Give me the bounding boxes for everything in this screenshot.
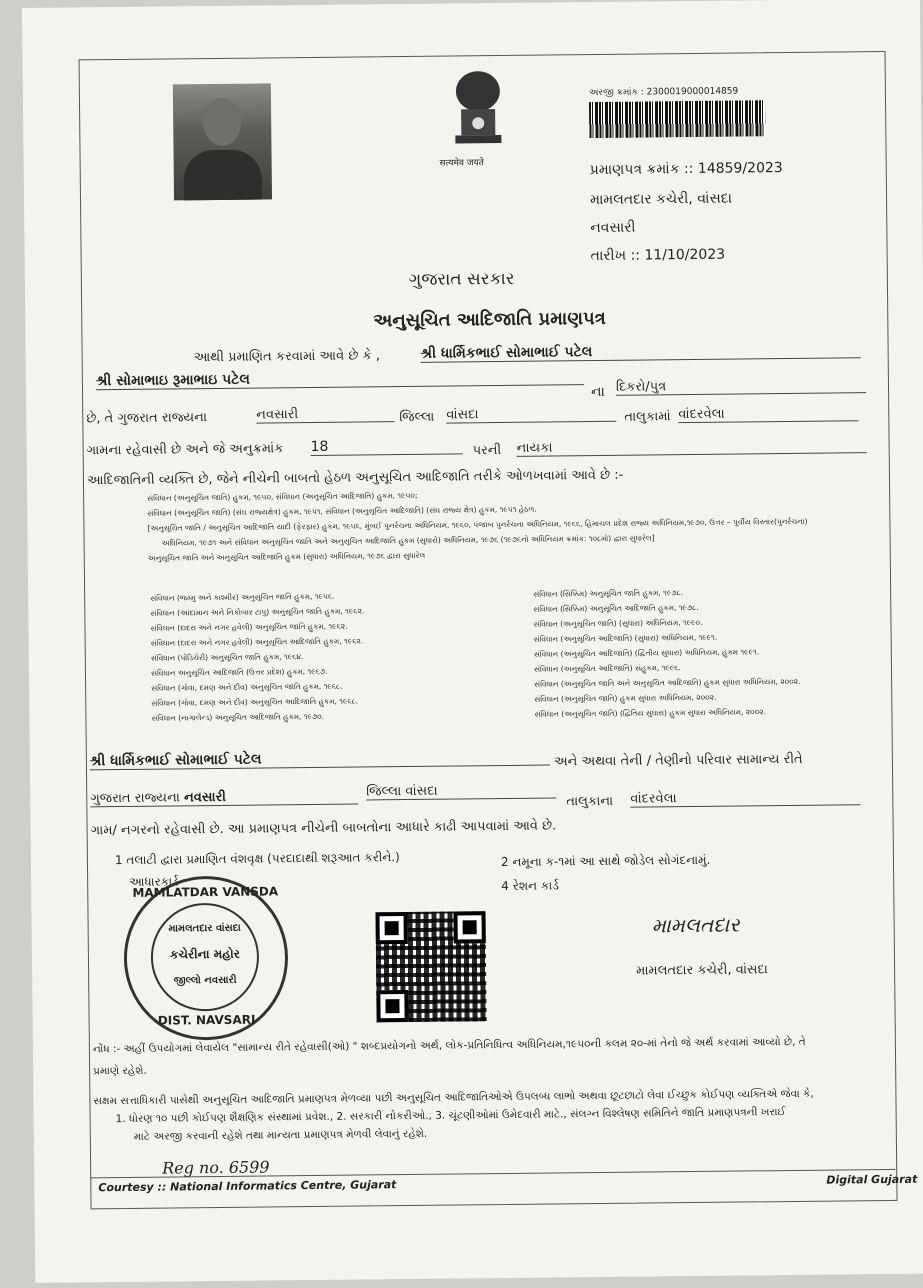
legal-line: સંવિધાન (ગોવા, દમણ અને દીવ) અનુસૂચિત જાતિ હુકમ, ૧૯૬૮. [151,681,343,693]
legal-line: સંવિધાન (દાદરા અને નગર હવેલી) અનુસૂચિત જાતિ હુકમ, ૧૯૬૨. [150,621,348,633]
certificate-paper [22,0,923,1283]
legal-line: સંવિધાન (અનુસૂચિત જાતિ) (સંઘ રાજ્યક્ષેત્ર) હુકમ, ૧૯૫૧, સંવિધાન (અનુસૂચિત આદિજાતિ) (સંઘ રાજ્ય ક્ષેત્ર) હુકમ, ૧૯૫૧ હેઠળ. [147,504,537,518]
issuing-district: નવસારી [590,219,636,237]
applicant-photo [173,83,272,200]
issuing-office: મામલતદાર કચેરી, વાંસદા [589,190,733,209]
second-village: વાંદરવેલા [630,789,860,807]
government-title: ગુજરાત સરકાર [408,268,515,290]
legal-orders-top [147,483,868,566]
seal-top-text: MAMLATDAR VANSDA [132,884,279,900]
issue-date: તારીખ :: 11/10/2023 [590,246,726,265]
legal-line: સંવિધાન (પોંડિચેરી) અનુસૂચિત જાતિ હુકમ, ૧૯૬૪. [150,652,304,663]
holder-name-repeat: શ્રી ધાર્મિકભાઈ સોમાભાઈ પટેલ [90,749,550,771]
family-statement: અને અથવા તેની / તેણીનો પરિવાર સામાન્ય રીતે [553,751,803,770]
resident-label: ગામના રહેવાસી છે અને જે અનુક્રમાંક [86,441,284,459]
legal-line: અધિનિયમ, ૧૯૭૧ અને સંવિધાન અનુસૂચિત જાતિ અને અનુસૂચિત આદિજાતિ હુકમ (સુધારો) અધિનિયમ, ૧૯૭૬ (૧૯૭૬નો અધિનિયમ ક્રમાંક: ૧૦૮મો) દ્વારા સુધારેલ] [161,533,655,548]
national-emblem-icon [441,65,516,156]
intro-text: આથી પ્રમાણિત કરવામાં આવે છે કે , [193,348,381,366]
qr-code [375,911,486,1022]
taluka-value: વાંસદા [446,406,616,424]
basis-item-1: 1 તલાટી દ્વારા પ્રમાણિત વંશવૃક્ષ (પરદાદાથી શરૂઆત કરીને.) [114,850,400,868]
father-name: શ્રી સોમાભાઇ રૂમાભાઇ પટેલ [96,368,584,390]
legal-line: સંવિધાન (અનુસૂચિત જાતિ અને અનુસૂચિત આદિજાતિ) હુકમ સુધારા અધિનિયમ, ૨૦૦૨. [534,676,801,689]
second-taluka-label: તાલુકાના [566,793,614,810]
legal-line: સંવિધાન અનુસૂચિત આદિજાતિ (ઉત્તર પ્રદેશ) હુકમ, ૧૯૬૭. [150,666,328,678]
district-value: નવસારી [256,406,394,423]
seal-district-guj: જીલ્લો નવસારી [173,974,237,987]
legal-line: સંવિધાન (અનુસૂચિત જાતિ) હુકમ સુધારા અધિનિયમ, ૨૦૦૨. [534,692,717,704]
legal-line: સંવિધાન (સિક્કિમ) અનુસૂચિત આદિજાતિ હુકમ, ૧૯૭૮. [533,602,699,614]
legal-line: સંવિધાન (અનુસૂચિત જાતિ) (સુધારા) અધિનિયમ, ૧૯૯૦. [533,617,703,629]
seal-mid-text: મામલતદાર વાંસદા [168,922,241,935]
village-statement: ગામ/ નગરનો રહેવાસી છે. આ પ્રમાણપત્ર નીચેની બાબતોના આધારે કાઢી આપવામાં આવે છે. [90,818,557,839]
legal-line: સંવિધાન (અનુસૂચિત આદિજાતિ) સંહુકમ, ૧૯૯૬. [533,663,681,674]
state-label: છે, તે ગુજરાત રાજ્યના [86,410,208,427]
note-2: સક્ષમ સત્તાધિકારી પાસેથી અનુસૂચિત આદિજાતિ પ્રમાણપત્ર મેળવ્યા પછી અનુસૂચિત આદિજાતિઓએ ઉપલબ્ધ લાભો અથવા છૂટછાટો લેવા ઈચ્છુક કોઈપણ વ્યક્તિએ જેવા કે, [93,1087,814,1108]
seal-bottom-text: DIST. NAVSARI [157,1012,256,1028]
relation: દિકરો/પુત્ર [616,377,866,396]
official-seal [123,875,289,1041]
note-3: 1. ધોરણ ૧૦ પછી કોઈપણ શૈક્ષણિક સંસ્થામાં પ્રવેશ., 2. સરકારી નોકરીઓ., 3. ચૂંટણીઓમાં ઉમેદવારી માટે., સંલગ્ન વિશ્લેષણ સમિતિને જાતિ પ્રમાણપત્રની ખરાઈ [115,1106,786,1126]
second-jilla: જિલ્લા વાંસદા [366,782,556,800]
legal-line: સંવિધાન (અનુસૂચિત જાતિ) (દ્વિતિય સુધારા) હુકમ સુધારા અધિનિયમ, ૨૦૦૨. [534,707,767,719]
second-state [90,789,358,808]
legal-line: સંવિધાન (અનુસૂચિત આદિજાતિ) (સુધારા) અધિનિયમ, ૧૯૯૧. [533,632,718,644]
second-state-label: ગુજરાત રાજ્યના [90,790,180,807]
certificate-title: અનુસૂચિત આદિજાતિ પ્રમાણપત્ર [373,307,606,332]
holder-name: શ્રી ધાર્મિકભાઈ સોમાભાઈ પટેલ [421,341,861,363]
seal-mid-text-2: કચેરીના મહોર [169,946,240,962]
legal-line: સંવિધાન (આંદામાન અને નિકોબાર ટાપુ) અનુસૂચિત જાતિ હુકમ, ૧૯૬૨. [150,606,365,618]
legal-line: સંવિધાન (અનુસૂચિત જાતિ) હુકમ, ૧૯૫૦, સંવિધાન (અનુસૂચિત આદિજાતિ) હુકમ, ૧૯૫૦; [147,490,418,503]
officer-signature: મામલતદાર [651,912,740,938]
tribe-statement: આદિજાતિની વ્યક્તિ છે, જેને નીચેની બાબતો હેઠળ અનુસૂચિત આદિજાતિ તરીકે ઓળખવામાં આવે છે :- [86,467,624,489]
parni-label: પરની [472,443,502,459]
legal-line: [અનુસૂચિત જાતિ / અનુસૂચિત આદિજાતિ યાદી (ફેરફાર) હુકમ, ૧૯૫૬, મુંબઈ પુનર્રચના અધિનિયમ, ૧૯૬૦, પંજાબ પુનર્રચના અધિનિયમ, ૧૯૬૬, હિમાચલ પ્રદેશ રાજ્ય અધિનિયમ,૧૯૭૦, ઉત્તર – પૂર્વીય વિસ્તાર(પુનર્રચના) [147,516,808,533]
serial-number: 18 [311,437,463,456]
jilla-label: જિલ્લા [399,409,435,426]
note-1b: પ્રમાણે રહેશે. [93,1064,147,1078]
footer-digital-gujarat: Digital Gujarat [826,1172,918,1187]
legal-line: અનુસૂચિત જાતિ અને અનુસૂચિત આદિજાતિ હુકમ (સુધારા) અધિનિયમ, ૧૯૭૬ દ્વારા સુધારેલ [147,550,426,563]
label-na: ના [590,383,606,401]
footer-courtesy: Courtesy :: National Informatics Centre, Gujarat [98,1178,397,1195]
basis-item-4: 4 રેશન કાર્ડ [501,878,559,894]
certificate-number: પ્રમાણપત્ર ક્રમાંક :: 14859/2023 [589,160,783,179]
note-1: નોંધ :- અહીં ઉપયોગમાં લેવાયેલ "સામાન્ય રીતે રહેવાસી(ઓ) " શબ્દપ્રયોગનો અર્થ, લોક-પ્રતિનિધિત્વ અધિનિયમ,૧૯૫૦ની કલમ ૨૦-માં તેનો જે અર્થ કરવામાં આવ્યો છે, તે [92,1035,806,1056]
legal-line: સંવિધાન (ગોવા, દમણ અને દીવ) અનુસૂચિત આદિજાતિ હુકમ, ૧૯૬૮. [151,696,359,708]
emblem-motto: सत्यमेव जयते [439,158,484,169]
legal-line: સંવિધાન (અનુસૂચિત આદિજાતિ) (દ્વિતીય સુધારા) અધિનિયમ, હુકમ ૧૯૯૧. [533,647,760,659]
taluka-label: તાલુકામાં [624,409,671,425]
basis-item-3: આધારકાર્ડ [129,874,179,889]
handwritten-reg-no: Reg no. 6599 [162,1157,270,1178]
legal-line: સંવિધાન (જમ્મુ અને કાશ્મીર) અનુસૂચિત જાતિ હુકમ, ૧૯૫૬. [150,591,335,603]
legal-line: સંવિધાન (સિક્કિમ) અનુસૂચિત જાતિ હુકમ, ૧૯૭૮. [533,588,684,599]
signature-office: મામલતદાર કચેરી, વાંસદા [636,962,769,979]
barcode [589,100,765,138]
legal-orders-left [150,587,511,726]
legal-line: સંવિધાન (નાગાલેન્ડ) અનુસૂચિત આદિજાતિ હુકમ, ૧૯૭૦. [151,711,325,723]
basis-item-2: 2 નમૂના ક-૧માં આ સાથે જોડેલ સોગંદનામું. [500,852,711,870]
legal-line: સંવિધાન (દાદરા અને નગર હવેલી) અનુસૂચિત આદિજાતિ હુકમ, ૧૯૬૨. [150,636,364,648]
second-district: નવસારી [183,789,227,806]
tribe-name: નાયકા [517,437,867,457]
legal-orders-right [533,583,864,721]
village-value: વાંદરવેલા [678,405,858,423]
note-4: માટે અરજી કરવાની રહેશે તથા માન્યતા પ્રમાણપત્ર મેળવી લેવાનું રહેશે. [133,1127,428,1143]
application-number: અરજી ક્રમાંક : 2300019000014859 [588,86,739,99]
